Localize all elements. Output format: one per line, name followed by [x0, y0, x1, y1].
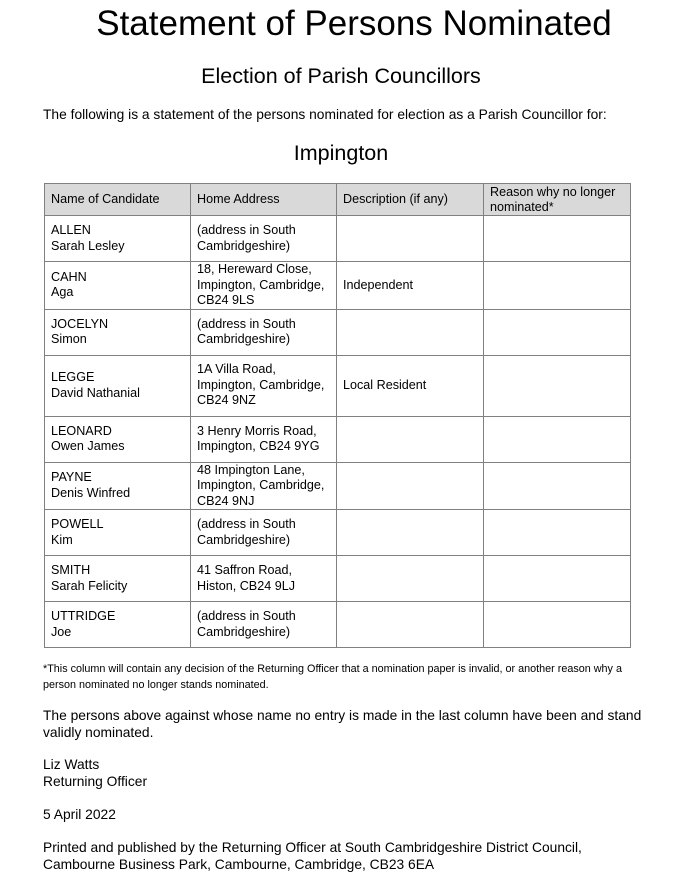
validity-statement: The persons above against whose name no entry is made in the last column have been and stand validly nominated. [43, 708, 642, 740]
reason-cell [484, 556, 631, 602]
table-row [45, 262, 631, 310]
candidate-surname: CAHN [51, 269, 87, 284]
column-header-reason: Reason why no longer nominated* [484, 184, 631, 216]
candidate-forenames: Kim [51, 532, 73, 547]
home-address-cell: 18, Hereward Close, Impington, Cambridge, CB24 9LS [191, 262, 337, 310]
description-cell [337, 216, 484, 262]
description-cell: Independent [337, 262, 484, 310]
officer-name: Liz Watts [43, 757, 100, 772]
home-address-cell: (address in South Cambridgeshire) [191, 602, 337, 648]
candidate-surname: JOCELYN [51, 316, 109, 331]
parish-name: Impington [293, 141, 389, 165]
candidate-forenames: Denis Winfred [51, 485, 131, 500]
imprint: Printed and published by the Returning Officer at South Cambridgeshire District Council, Cambourne Business Park, Cambourne, Cambridge, CB23 6EA [43, 840, 582, 872]
candidate-forenames: Simon [51, 332, 87, 346]
table-header-row [45, 184, 631, 216]
candidate-forenames: Owen James [51, 439, 125, 453]
description-cell [337, 556, 484, 602]
candidate-forenames: David Nathanial [51, 385, 140, 400]
description-cell [337, 510, 484, 556]
description-cell: Local Resident [337, 355, 484, 416]
candidate-surname: LEGGE [51, 370, 95, 384]
candidate-forenames: Aga [51, 285, 74, 300]
table-row [45, 355, 631, 416]
table-row [45, 556, 631, 602]
candidate-name-cell [45, 602, 191, 648]
intro-text: The following is a statement of the persons nominated for election as a Parish Councillor for: [43, 107, 607, 122]
candidate-name-cell [45, 556, 191, 602]
reason-cell [484, 462, 631, 510]
table-row [45, 416, 631, 462]
nominations-table [44, 183, 631, 648]
reason-cell [484, 510, 631, 556]
candidate-surname: POWELL [51, 517, 104, 531]
candidate-name-cell [45, 216, 191, 262]
reason-cell [484, 216, 631, 262]
description-cell [337, 309, 484, 355]
candidate-surname: LEONARD [51, 423, 112, 438]
reason-cell [484, 309, 631, 355]
home-address-cell: (address in South Cambridgeshire) [191, 216, 337, 262]
description-cell [337, 416, 484, 462]
footnote: *This column will contain any decision of the Returning Officer that a nomination paper is invalid, or another reason why a person nominated no longer stands nominated. [43, 663, 622, 691]
candidate-surname: SMITH [51, 563, 91, 577]
candidate-name-cell [45, 355, 191, 416]
table-row [45, 602, 631, 648]
statement-date: 5 April 2022 [43, 807, 116, 822]
candidate-name-cell [45, 309, 191, 355]
column-header-description: Description (if any) [337, 184, 484, 216]
candidate-surname: PAYNE [51, 470, 92, 485]
home-address-cell: 41 Saffron Road, Histon, CB24 9LJ [191, 556, 337, 602]
column-header-name: Name of Candidate [45, 184, 191, 216]
description-cell [337, 602, 484, 648]
reason-cell [484, 602, 631, 648]
table-row [45, 462, 631, 510]
table-row [45, 309, 631, 355]
candidate-forenames: Sarah Felicity [51, 578, 128, 593]
table-row [45, 216, 631, 262]
candidate-forenames: Joe [51, 624, 72, 639]
home-address-cell: 3 Henry Morris Road, Impington, CB24 9YG [191, 416, 337, 462]
reason-cell [484, 262, 631, 310]
home-address-cell: 1A Villa Road, Impington, Cambridge, CB24 9NZ [191, 355, 337, 416]
candidate-surname: ALLEN [51, 223, 91, 237]
candidate-forenames: Sarah Lesley [51, 238, 125, 253]
home-address-cell: 48 Impington Lane, Impington, Cambridge, CB24 9NJ [191, 462, 337, 510]
reason-cell [484, 416, 631, 462]
candidate-name-cell [45, 262, 191, 310]
candidate-surname: UTTRIDGE [51, 609, 116, 623]
candidate-name-cell [45, 510, 191, 556]
home-address-cell: (address in South Cambridgeshire) [191, 510, 337, 556]
candidate-name-cell [45, 462, 191, 510]
reason-cell [484, 355, 631, 416]
column-header-address: Home Address [191, 184, 337, 216]
table-row [45, 510, 631, 556]
candidate-name-cell [45, 416, 191, 462]
home-address-cell: (address in South Cambridgeshire) [191, 309, 337, 355]
election-subtitle: Election of Parish Councillors [201, 64, 481, 88]
description-cell [337, 462, 484, 510]
document-title: Statement of Persons Nominated [96, 4, 612, 43]
officer-title: Returning Officer [43, 774, 148, 789]
